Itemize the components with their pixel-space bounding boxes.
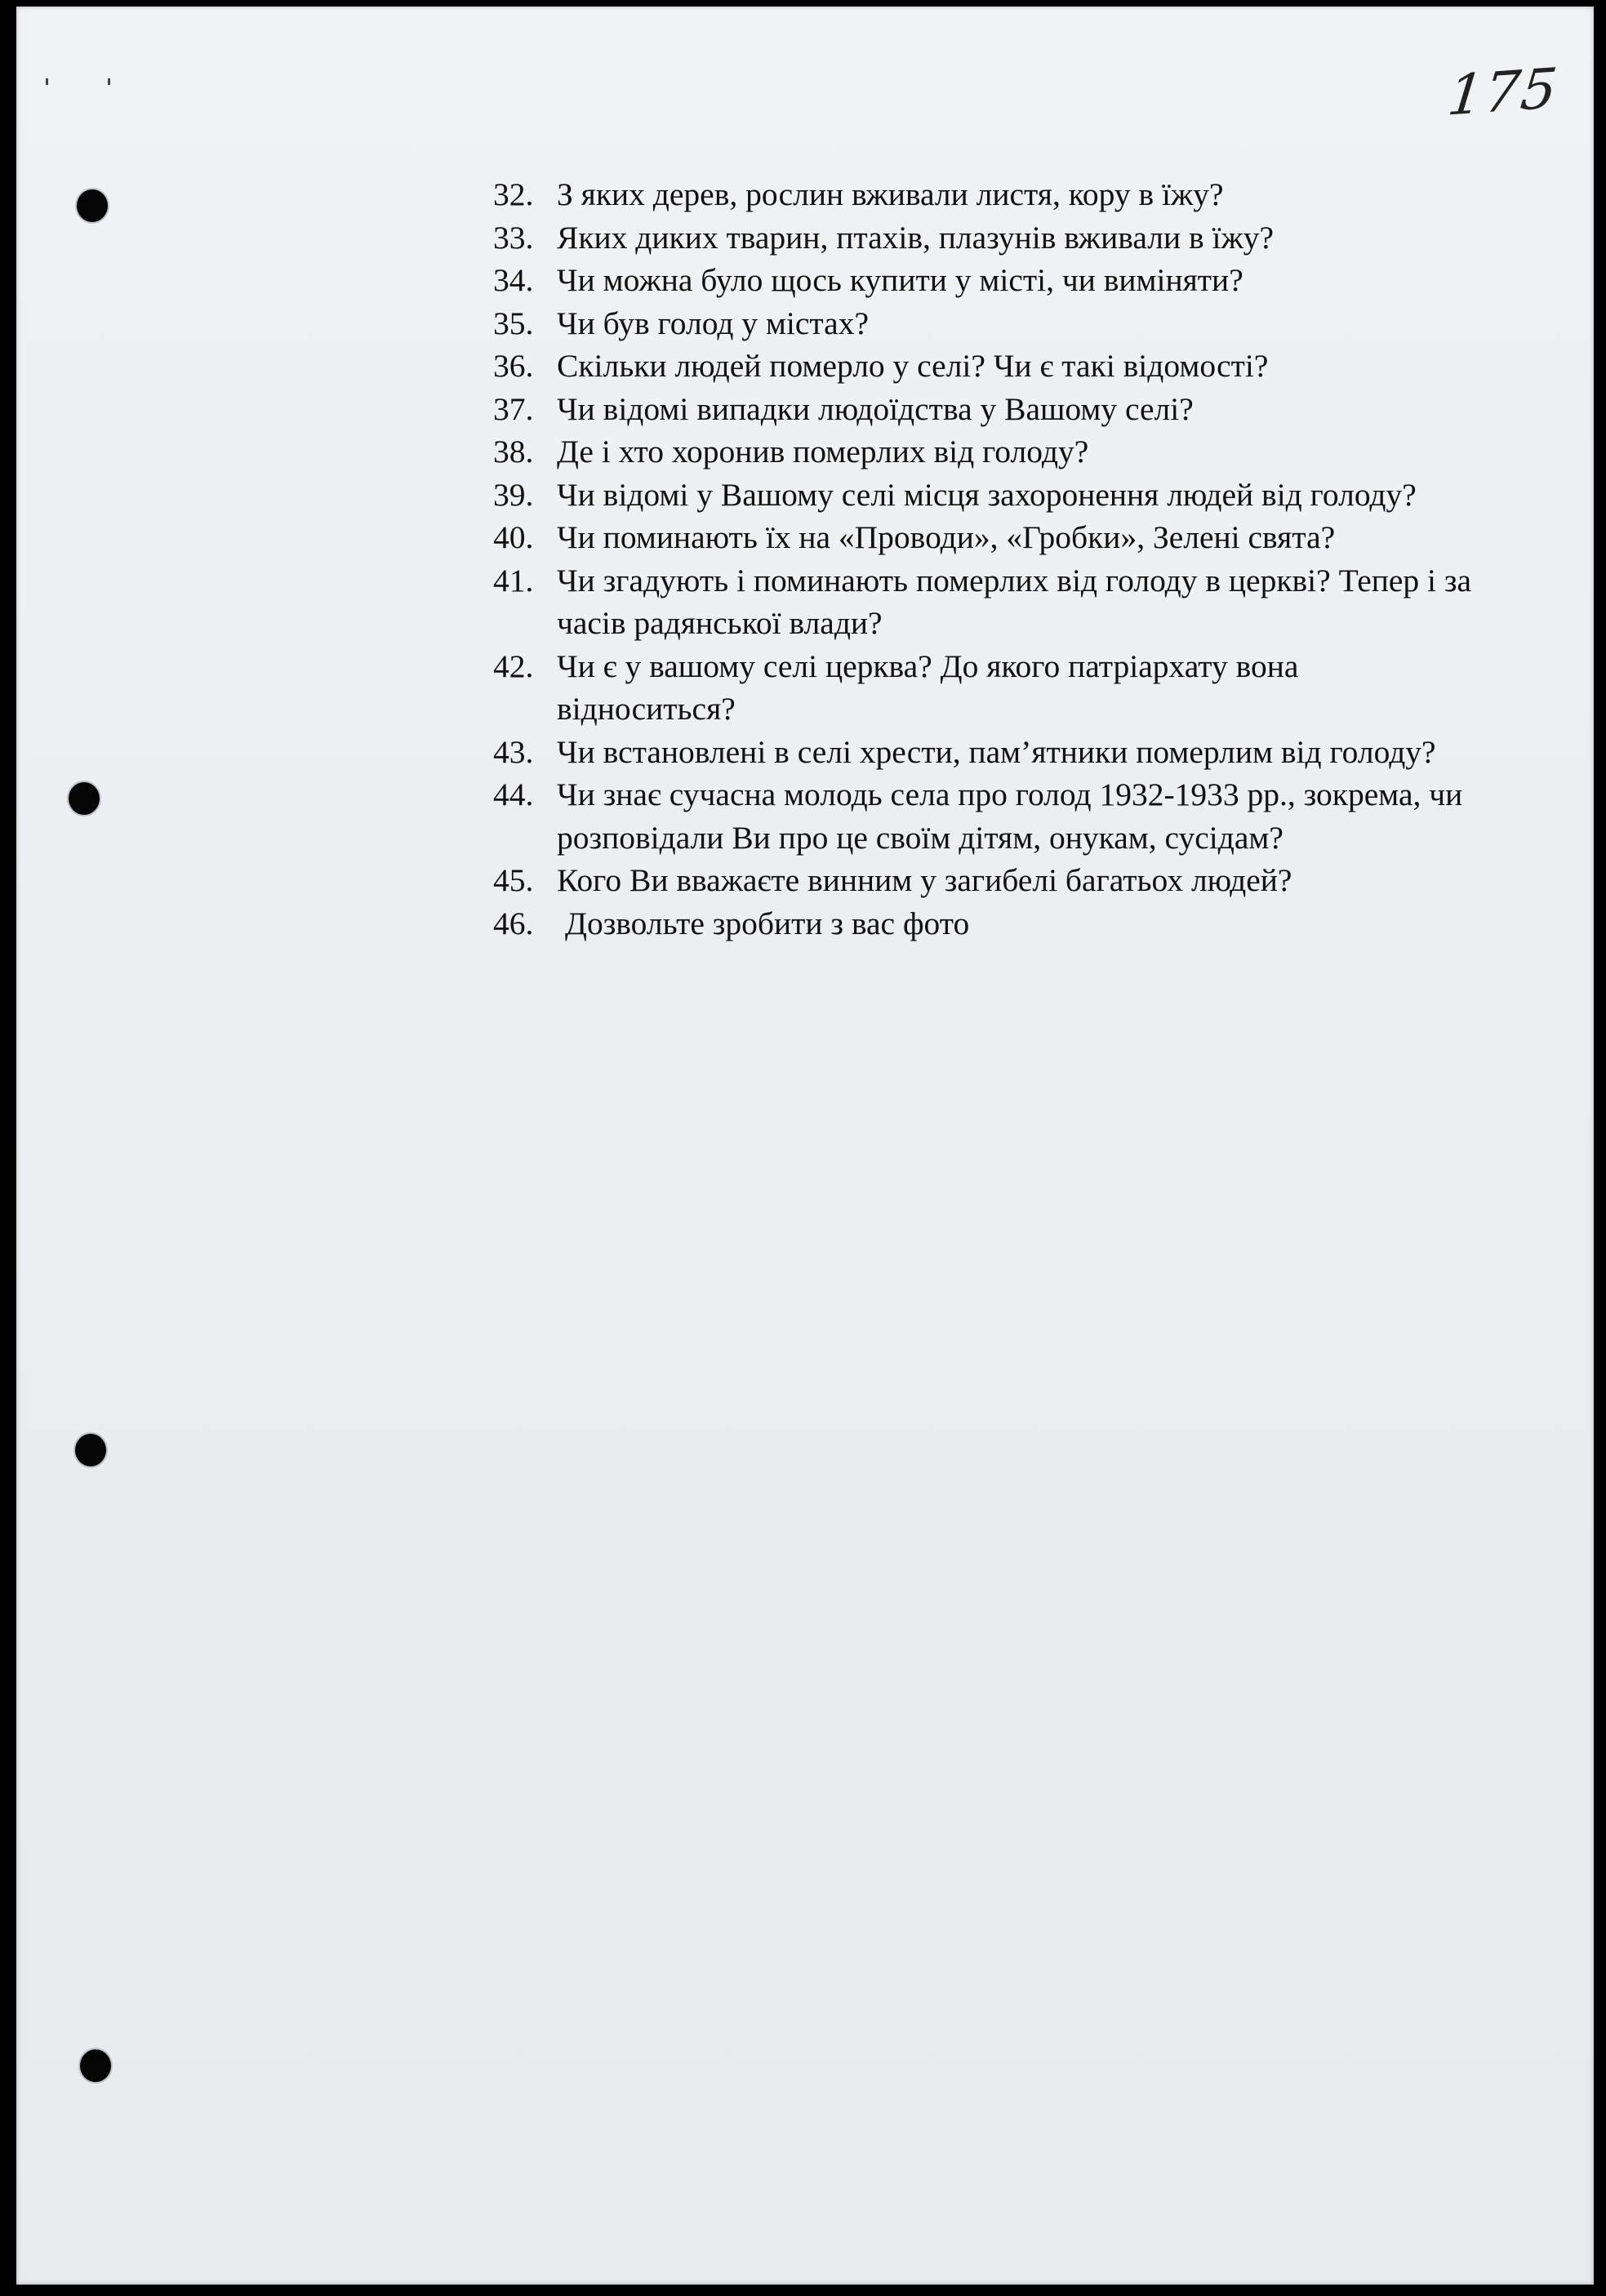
- scan-mark: [46, 78, 48, 85]
- question-number: 38.: [493, 434, 534, 469]
- question-number: 36.: [493, 348, 534, 384]
- question-text: З яких дерев, рослин вживали листя, кору в їжу?: [557, 176, 1224, 212]
- scan-mark: [108, 78, 110, 85]
- question-number: 32.: [493, 176, 534, 212]
- question-text: Чи встановлені в селі хрести, пам’ятники померлим від голоду?: [557, 733, 1436, 770]
- question-text: Дозвольте зробити з вас фото: [565, 905, 970, 941]
- punch-hole: [75, 188, 109, 224]
- question-number: 40.: [493, 519, 534, 555]
- question-item: [493, 559, 1481, 645]
- document-page: [16, 7, 1594, 2285]
- question-item: [493, 430, 1481, 474]
- questionnaire-list: [493, 173, 1481, 945]
- question-item: [493, 859, 1481, 902]
- question-number: 41.: [493, 562, 534, 598]
- question-item: [493, 173, 1481, 216]
- question-text: Чи був голод у містах?: [557, 305, 869, 341]
- question-text: Чи є у вашому селі церква? До якого патріархату вона відноситься?: [557, 647, 1299, 727]
- question-item: [493, 216, 1481, 260]
- question-number: 35.: [493, 305, 534, 341]
- question-item: [493, 731, 1481, 774]
- punch-hole: [67, 781, 101, 817]
- question-item: [493, 645, 1481, 731]
- question-item: [493, 345, 1481, 388]
- question-text: Скільки людей померло у селі? Чи є такі відомості?: [557, 348, 1269, 384]
- question-text: Чи відомі у Вашому селі місця захоронення людей від голоду?: [557, 476, 1417, 513]
- question-text: Чи поминають їх на «Проводи», «Гробки», Зелені свята?: [557, 519, 1336, 555]
- question-number: 44.: [493, 776, 534, 812]
- question-item: [493, 259, 1481, 302]
- question-item: [493, 773, 1481, 859]
- question-number: 39.: [493, 476, 534, 513]
- question-text: Чи відомі випадки людоїдства у Вашому селі?: [557, 390, 1194, 427]
- punch-hole: [73, 1432, 108, 1468]
- question-item: [493, 516, 1481, 559]
- question-item: [493, 388, 1481, 431]
- question-number: 37.: [493, 390, 534, 427]
- question-item: [493, 474, 1481, 517]
- question-number: 42.: [493, 647, 534, 684]
- punch-hole: [78, 2048, 113, 2084]
- question-item: [493, 302, 1481, 345]
- handwritten-page-number: 175: [1444, 56, 1561, 129]
- question-number: 43.: [493, 733, 534, 770]
- question-number: 34.: [493, 262, 534, 298]
- question-text: Чи можна було щось купити у місті, чи виміняти?: [557, 262, 1243, 298]
- question-number: 33.: [493, 219, 534, 256]
- question-text: Кого Ви вважаєте винним у загибелі багатьох людей?: [557, 862, 1292, 898]
- question-text: Яких диких тварин, птахів, плазунів вживали в їжу?: [557, 219, 1275, 256]
- question-number: 46.: [493, 905, 534, 941]
- question-text: Де і хто хоронив померлих від голоду?: [557, 434, 1089, 469]
- question-text: Чи знає сучасна молодь села про голод 1932-1933 рр., зокрема, чи розповідали Ви про це своїм дітям, онукам, сусідам?: [557, 776, 1463, 856]
- question-text: Чи згадують і поминають померлих від голоду в церкві? Тепер і за часів радянської влади?: [557, 562, 1472, 641]
- question-item: [493, 902, 1481, 946]
- question-number: 45.: [493, 862, 534, 898]
